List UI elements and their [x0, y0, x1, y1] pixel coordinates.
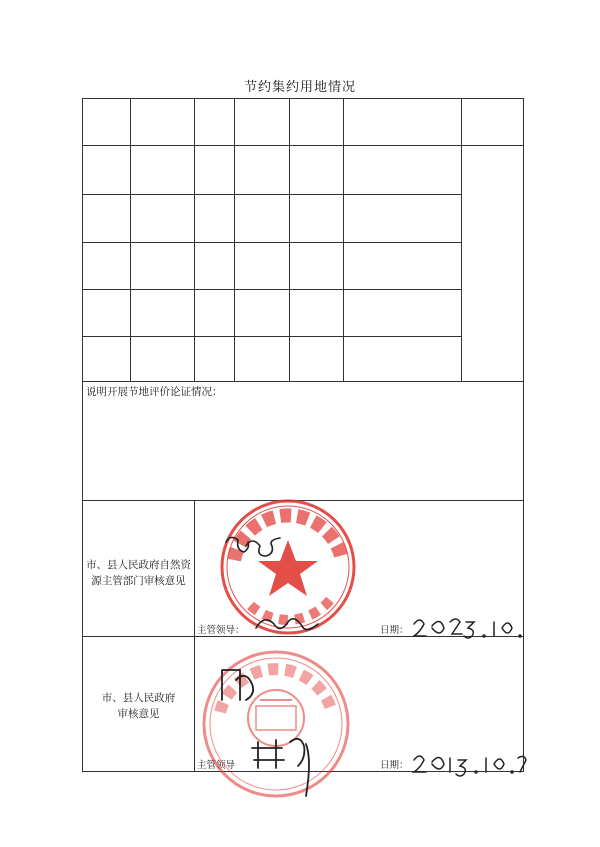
assessment-label: 说明开展节地评价论证情况： — [86, 386, 223, 398]
government-supervisor-label: 主管领导 — [197, 760, 236, 771]
government-label-line2: 审核意见 — [117, 708, 160, 720]
resources-label-line2: 源主管部门审核意见 — [91, 575, 186, 587]
resources-date-handwriting — [414, 619, 521, 638]
government-signature — [222, 670, 309, 796]
resources-label-line1: 市、县人民政府自然资 — [86, 559, 191, 571]
resources-seal — [222, 501, 354, 633]
government-date-handwriting — [414, 756, 526, 776]
government-label-line1: 市、县人民政府 — [101, 692, 176, 704]
government-date-label: 日期： — [380, 760, 409, 771]
resources-supervisor-label: 主管领导： — [197, 625, 245, 636]
page-title: 节约集约用地情况 — [243, 80, 356, 95]
resources-date-label: 日期： — [380, 625, 409, 636]
government-seal — [204, 652, 348, 796]
